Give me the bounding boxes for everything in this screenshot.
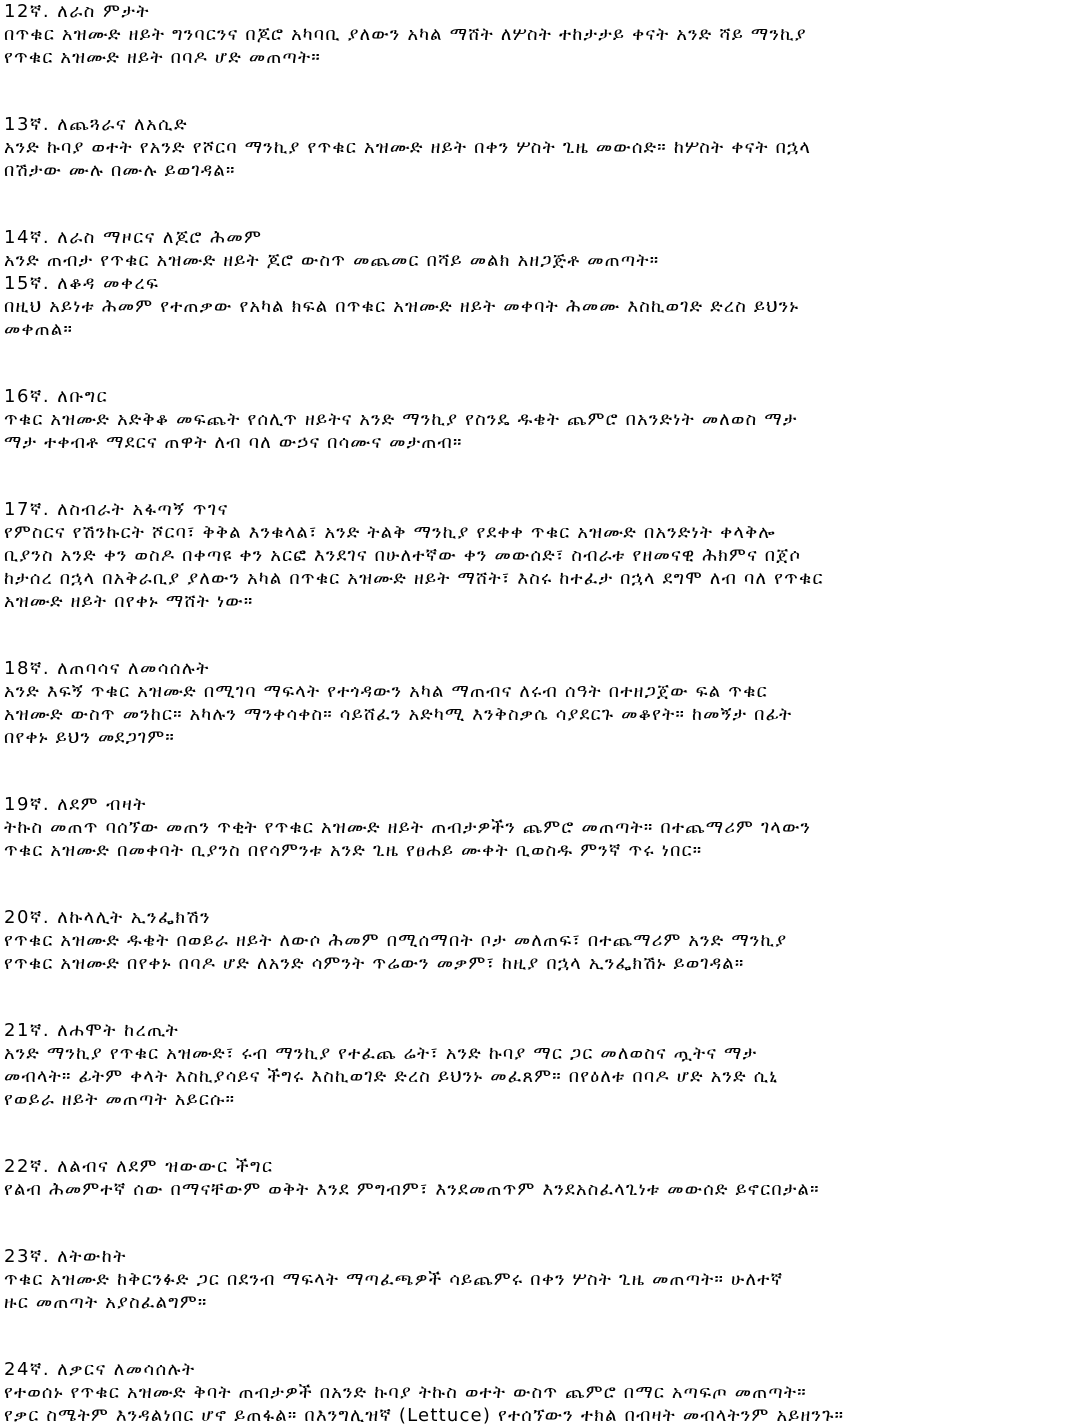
- entry-line: የወይራ ዘይት መጠጣት አይርሱ።: [4, 1089, 236, 1110]
- entry-17: [4, 498, 1079, 613]
- entry-line: መቀጠል።: [4, 319, 74, 340]
- entry-line: መብላት። ፊትም ቀላት እስኪያሳይና ችግሩ እስኪወገድ ድረስ ይህንኑ መፈጸም። በየዕለቱ በባዶ ሆድ አንድ ሲኒ: [4, 1066, 779, 1087]
- entry-line: ጥቁር አዝሙድ በመቀባት ቢያንስ በየሳምንቱ አንድ ጊዜ የፀሐይ ሙቀት ቢወስዱ ምንኛ ጥሩ ነበር።: [4, 840, 703, 861]
- entry-title: 19ኛ. ለደም ብዛት: [4, 794, 147, 815]
- spacer: [4, 613, 1079, 657]
- spacer: [4, 1111, 1079, 1155]
- entry-line: በዚህ አይነቱ ሕመም የተጠቃው የአካል ክፍል በጥቁር አዝሙድ ዘይት መቀባት ሕመሙ እስኪወገድ ድረስ ይህንኑ: [4, 296, 800, 317]
- entry-18: [4, 657, 1079, 749]
- spacer: [4, 862, 1079, 906]
- spacer: [4, 341, 1079, 385]
- entry-line: በሽታው ሙሉ በሙሉ ይወገዳል።: [4, 160, 236, 181]
- entry-title: 23ኛ. ለትውከት: [4, 1246, 127, 1267]
- entry-line: ጥቁር አዝሙድ ከቅርንፉድ ጋር በደንብ ማፍላት ማጣፈጫዎች ሳይጨምሩ በቀን ሦስት ጊዜ መጠጣት። ሁለተኛ: [4, 1269, 784, 1290]
- spacer: [4, 1201, 1079, 1245]
- spacer: [4, 1314, 1079, 1358]
- entry-line: የተወሰኑ የጥቁር አዝሙድ ቅባት ጠብታዎች በአንድ ኩባያ ትኩስ ወተት ውስጥ ጨምሮ በማር አጣፍጦ መጠጣት።: [4, 1382, 807, 1403]
- entry-16: [4, 385, 1079, 454]
- spacer: [4, 454, 1079, 498]
- entry-21: [4, 1019, 1079, 1111]
- entry-title: 15ኛ. ለቆዳ መቀረፍ: [4, 273, 160, 294]
- entry-24: [4, 1358, 1079, 1427]
- entry-title: 14ኛ. ለራስ ማዞርና ለጆሮ ሕመም: [4, 227, 263, 248]
- spacer: [4, 182, 1079, 226]
- entry-22: [4, 1155, 1079, 1201]
- entry-line: የጥቁር አዝሙድ ዘይት በባዶ ሆድ መጠጣት።: [4, 47, 321, 68]
- entry-line: ዙር መጠጣት አያስፈልግም።: [4, 1292, 208, 1313]
- entry-line: አንድ ጠብታ የጥቁር አዝሙድ ዘይት ጆሮ ውስጥ መጨመር በሻይ መልክ አዘጋጅቶ መጠጣት።: [4, 250, 660, 271]
- entry-title: 22ኛ. ለልብና ለደም ዝውውር ችግር: [4, 1156, 274, 1177]
- entry-line: አዝሙድ ዘይት በየቀኑ ማሸት ነው።: [4, 591, 254, 612]
- entry-line: ትኩስ መጠጥ ባሰኘው መጠን ጥቂት የጥቁር አዝሙድ ዘይት ጠብታዎችን ጨምሮ መጠጣት። በተጨማሪም ገላውን: [4, 817, 812, 838]
- entry-line: ማታ ተቀብቶ ማደርና ጠዋት ለብ ባለ ውኃና በሳሙና መታጠብ።: [4, 432, 463, 453]
- entry-14: [4, 226, 1079, 272]
- entry-title: 16ኛ. ለቡግር: [4, 386, 109, 407]
- entry-12: [4, 0, 1079, 69]
- entry-line: የጥቁር አዝሙድ ዱቄት በወይራ ዘይት ለውሶ ሕመም በሚሰማበት ቦታ መለጠፍ፣ በተጨማሪም አንድ ማንኪያ: [4, 930, 788, 951]
- entry-19: [4, 793, 1079, 862]
- entry-title: 17ኛ. ለስብራት አፋጣኝ ጥገና: [4, 499, 229, 520]
- entry-line: አንድ ማንኪያ የጥቁር አዝሙድ፣ ሩብ ማንኪያ የተፈጨ ሬት፣ አንድ ኩባያ ማር ጋር መለወስና ጧትና ማታ: [4, 1043, 758, 1064]
- entry-line: በጥቁር አዝሙድ ዘይት ግንባርንና በጆሮ አካባቢ ያለውን አካል ማሸት ለሦስት ተከታታይ ቀናት አንድ ሻይ ማንኪያ: [4, 24, 807, 45]
- entry-line: የቃር ስሜትም እንዳልነበር ሆኖ ይጠፋል። በእንግሊዝኛ (Lettuce) የተሰኘውን ተክል በብዛት መብላትንም አይዘንጉ።: [4, 1405, 845, 1426]
- entry-line: ጥቁር አዝሙድ አድቅቆ መፍጨት የሰሊጥ ዘይትና አንድ ማንኪያ የስንዴ ዱቄት ጨምሮ በአንድነት መለወስ ማታ: [4, 409, 798, 430]
- entry-line: በየቀኑ ይህን መደጋገም።: [4, 727, 175, 748]
- entry-title: 12ኛ. ለራስ ምታት: [4, 1, 151, 22]
- entry-line: አዝሙድ ውስጥ መንከር። አካሉን ማንቀሳቀስ። ሳይሸፈን አድካሚ እንቅስቃሴ ሳያደርጉ መቆየት። ከመኝታ በፊት: [4, 704, 793, 725]
- entry-title: 21ኛ. ለሐሞት ከረጢት: [4, 1020, 180, 1041]
- entry-line: የልብ ሕመምተኛ ሰው በማናቸውም ወቅት እንደ ምግብም፣ እንደመጠጥም እንደአስፈላጊነቱ መውሰድ ይኖርበታል።: [4, 1179, 820, 1200]
- entry-line: የጥቁር አዝሙድ በየቀኑ በባዶ ሆድ ለአንድ ሳምንት ጥሬውን መቃም፣ ከዚያ በኋላ ኢንፌክሽኑ ይወገዳል።: [4, 953, 745, 974]
- entry-title: 24ኛ. ለቃርና ለመሳሰሉት: [4, 1359, 196, 1380]
- entry-line: ከታሰረ በኋላ በአቅራቢያ ያለውን አካል በጥቁር አዝሙድ ዘይት ማሸት፣ እስሩ ከተፈታ በኋላ ደግሞ ለብ ባለ የጥቁር: [4, 568, 824, 589]
- entry-13: [4, 113, 1079, 182]
- spacer: [4, 749, 1079, 793]
- entry-title: 18ኛ. ለጠባሳና ለመሳሰሉት: [4, 658, 210, 679]
- entry-23: [4, 1245, 1079, 1314]
- entry-line: አንድ ኩባያ ወተት የአንድ የሾርባ ማንኪያ የጥቁር አዝሙድ ዘይት በቀን ሦስት ጊዜ መውሰድ። ከሦስት ቀናት በኋላ: [4, 137, 812, 158]
- spacer: [4, 975, 1079, 1019]
- document-page: [4, 0, 1079, 1427]
- entry-title: 13ኛ. ለጨጓራና ለአሲድ: [4, 114, 189, 135]
- entry-15: [4, 272, 1079, 341]
- entry-line: የምስርና የሽንኩርት ሾርባ፣ ቅቅል እንቁላል፣ አንድ ትልቅ ማንኪያ የደቀቀ ጥቁር አዝሙድ በአንድነት ቀላቅሎ: [4, 522, 776, 543]
- entry-line: አንድ እፍኝ ጥቁር አዝሙድ በሚገባ ማፍላት የተጎዳውን አካል ማጠብና ለሩብ ሰዓት በተዘጋጀው ፍል ጥቁር: [4, 681, 768, 702]
- entry-title: 20ኛ. ለኩላሊት ኢንፌክሽን: [4, 907, 212, 928]
- entry-20: [4, 906, 1079, 975]
- spacer: [4, 69, 1079, 113]
- entry-line: ቢያንስ አንድ ቀን ወስዶ በቀጣዩ ቀን አርፎ እንደገና በሁለተኛው ቀን መውሰድ፣ ስብራቱ የዘመናዊ ሕክምና በጀሶ: [4, 545, 802, 566]
